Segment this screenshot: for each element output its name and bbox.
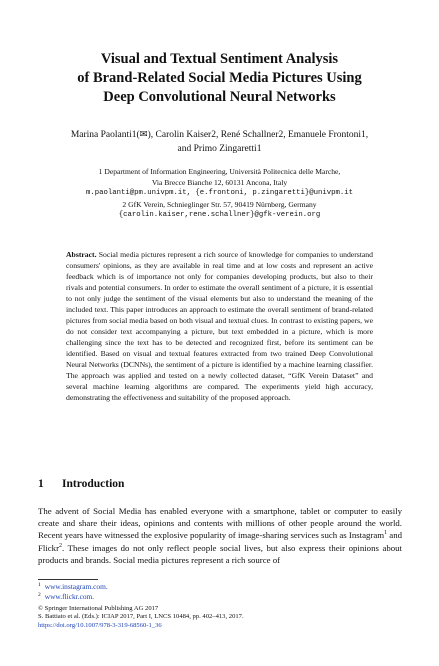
intro-text: and Flickr (38, 530, 402, 553)
footnote-ref[interactable]: 2 (59, 542, 63, 549)
abstract-text: Social media pictures represent a rich source of knowledge for companies to understand consumers' opinions, as they are available in real time and at low costs and represent an active feedback which is of importance not only for companies developing products, but also to their rivals and potential consumers. In order to estimate the overall sentiment of a picture, it is essential to not only judge the sentiment of the visual elements but also to understand the meaning of the included text. This paper introduces an approach to estimate the overall sentiment of brand-related pictures from social media based on both visual and textual clues. In contrast to existing papers, we do not consider text accompanying a picture, but text embedded in a picture, which is more challenging since the text has to be detected and recognized first, before its sentiment can be identified. Based on visual and textual features extracted from two trained Deep Convolutional Neural Networks (DCNNs), the sentiment of a picture is identified by a machine learning classifier. The approach was applied and tested on a newly collected dataset, “GfK Verein Dataset” and several machine learning algorithms are compared. The experiments yield high accuracy, demonstrating the effectiveness and suitability of the proposed approach. (66, 250, 373, 402)
affiliation-email: {carolin.kaiser,rene.schallner}@gfk-verein.org (118, 211, 321, 219)
affiliation-email: m.paolanti@pm.univpm.it, {e.frontoni, p.zingaretti}@univpm.it (85, 189, 354, 197)
intro-text: The advent of Social Media has enabled everyone with a smartphone, tablet or computer to easily create and share their ideas, opinions and contents with millions of other people around the world. Recent years have witnessed the explosive popularity of image-sharing services such as Instagram (38, 506, 402, 541)
author-list (30, 128, 409, 156)
abstract-label: Abstract. (66, 250, 97, 259)
authors-line: Marina Paolanti1(✉), Carolin Kaiser2, René Schallner2, Emanuele Frontoni1, (70, 130, 369, 140)
copyright-block (38, 605, 402, 630)
affiliation-line: 2 GfK Verein, Schnieglinger Str. 57, 90419 Nürnberg, Germany (122, 200, 317, 209)
footnote-number: 2 (38, 591, 41, 598)
citation-line: S. Battiato et al. (Eds.): ICIAP 2017, Part I, LNCS 10484, pp. 402–413, 2017. (38, 613, 244, 621)
affiliation-line: 1 Department of Information Engineering, Università Politecnica delle Marche, (98, 167, 341, 176)
paper-title (30, 50, 409, 107)
intro-paragraph (38, 505, 402, 566)
section-number: 1 (38, 478, 44, 490)
section-title: Introduction (62, 478, 125, 490)
footnote-divider (38, 579, 98, 580)
copyright-line: © Springer International Publishing AG 2017 (38, 605, 159, 612)
affiliation-line: Via Brecce Bianche 12, 60131 Ancona, Italy (151, 178, 288, 187)
title-line: Visual and Textual Sentiment Analysis (100, 51, 339, 67)
title-line: Deep Convolutional Neural Networks (103, 89, 336, 105)
footnotes (38, 582, 402, 602)
intro-text: . These images do not only reflect people social lives, but also express their opinions about products and brands. Social media pictures represent a rich source of (38, 542, 402, 565)
abstract (66, 249, 373, 403)
footnote (38, 582, 402, 592)
footnote-number: 1 (38, 581, 41, 588)
section-heading (38, 478, 124, 490)
affiliations (30, 166, 409, 221)
authors-line: and Primo Zingaretti1 (177, 144, 262, 154)
footnote-link-instagram[interactable]: www.instagram.com. (44, 582, 108, 591)
footnote (38, 592, 402, 602)
doi-link[interactable]: https://doi.org/10.1007/978-3-319-68560-1_36 (38, 621, 162, 629)
footnote-ref[interactable]: 1 (384, 530, 388, 537)
footnote-link-flickr[interactable]: www.flickr.com. (44, 592, 95, 601)
title-line: of Brand-Related Social Media Pictures Using (77, 70, 362, 86)
